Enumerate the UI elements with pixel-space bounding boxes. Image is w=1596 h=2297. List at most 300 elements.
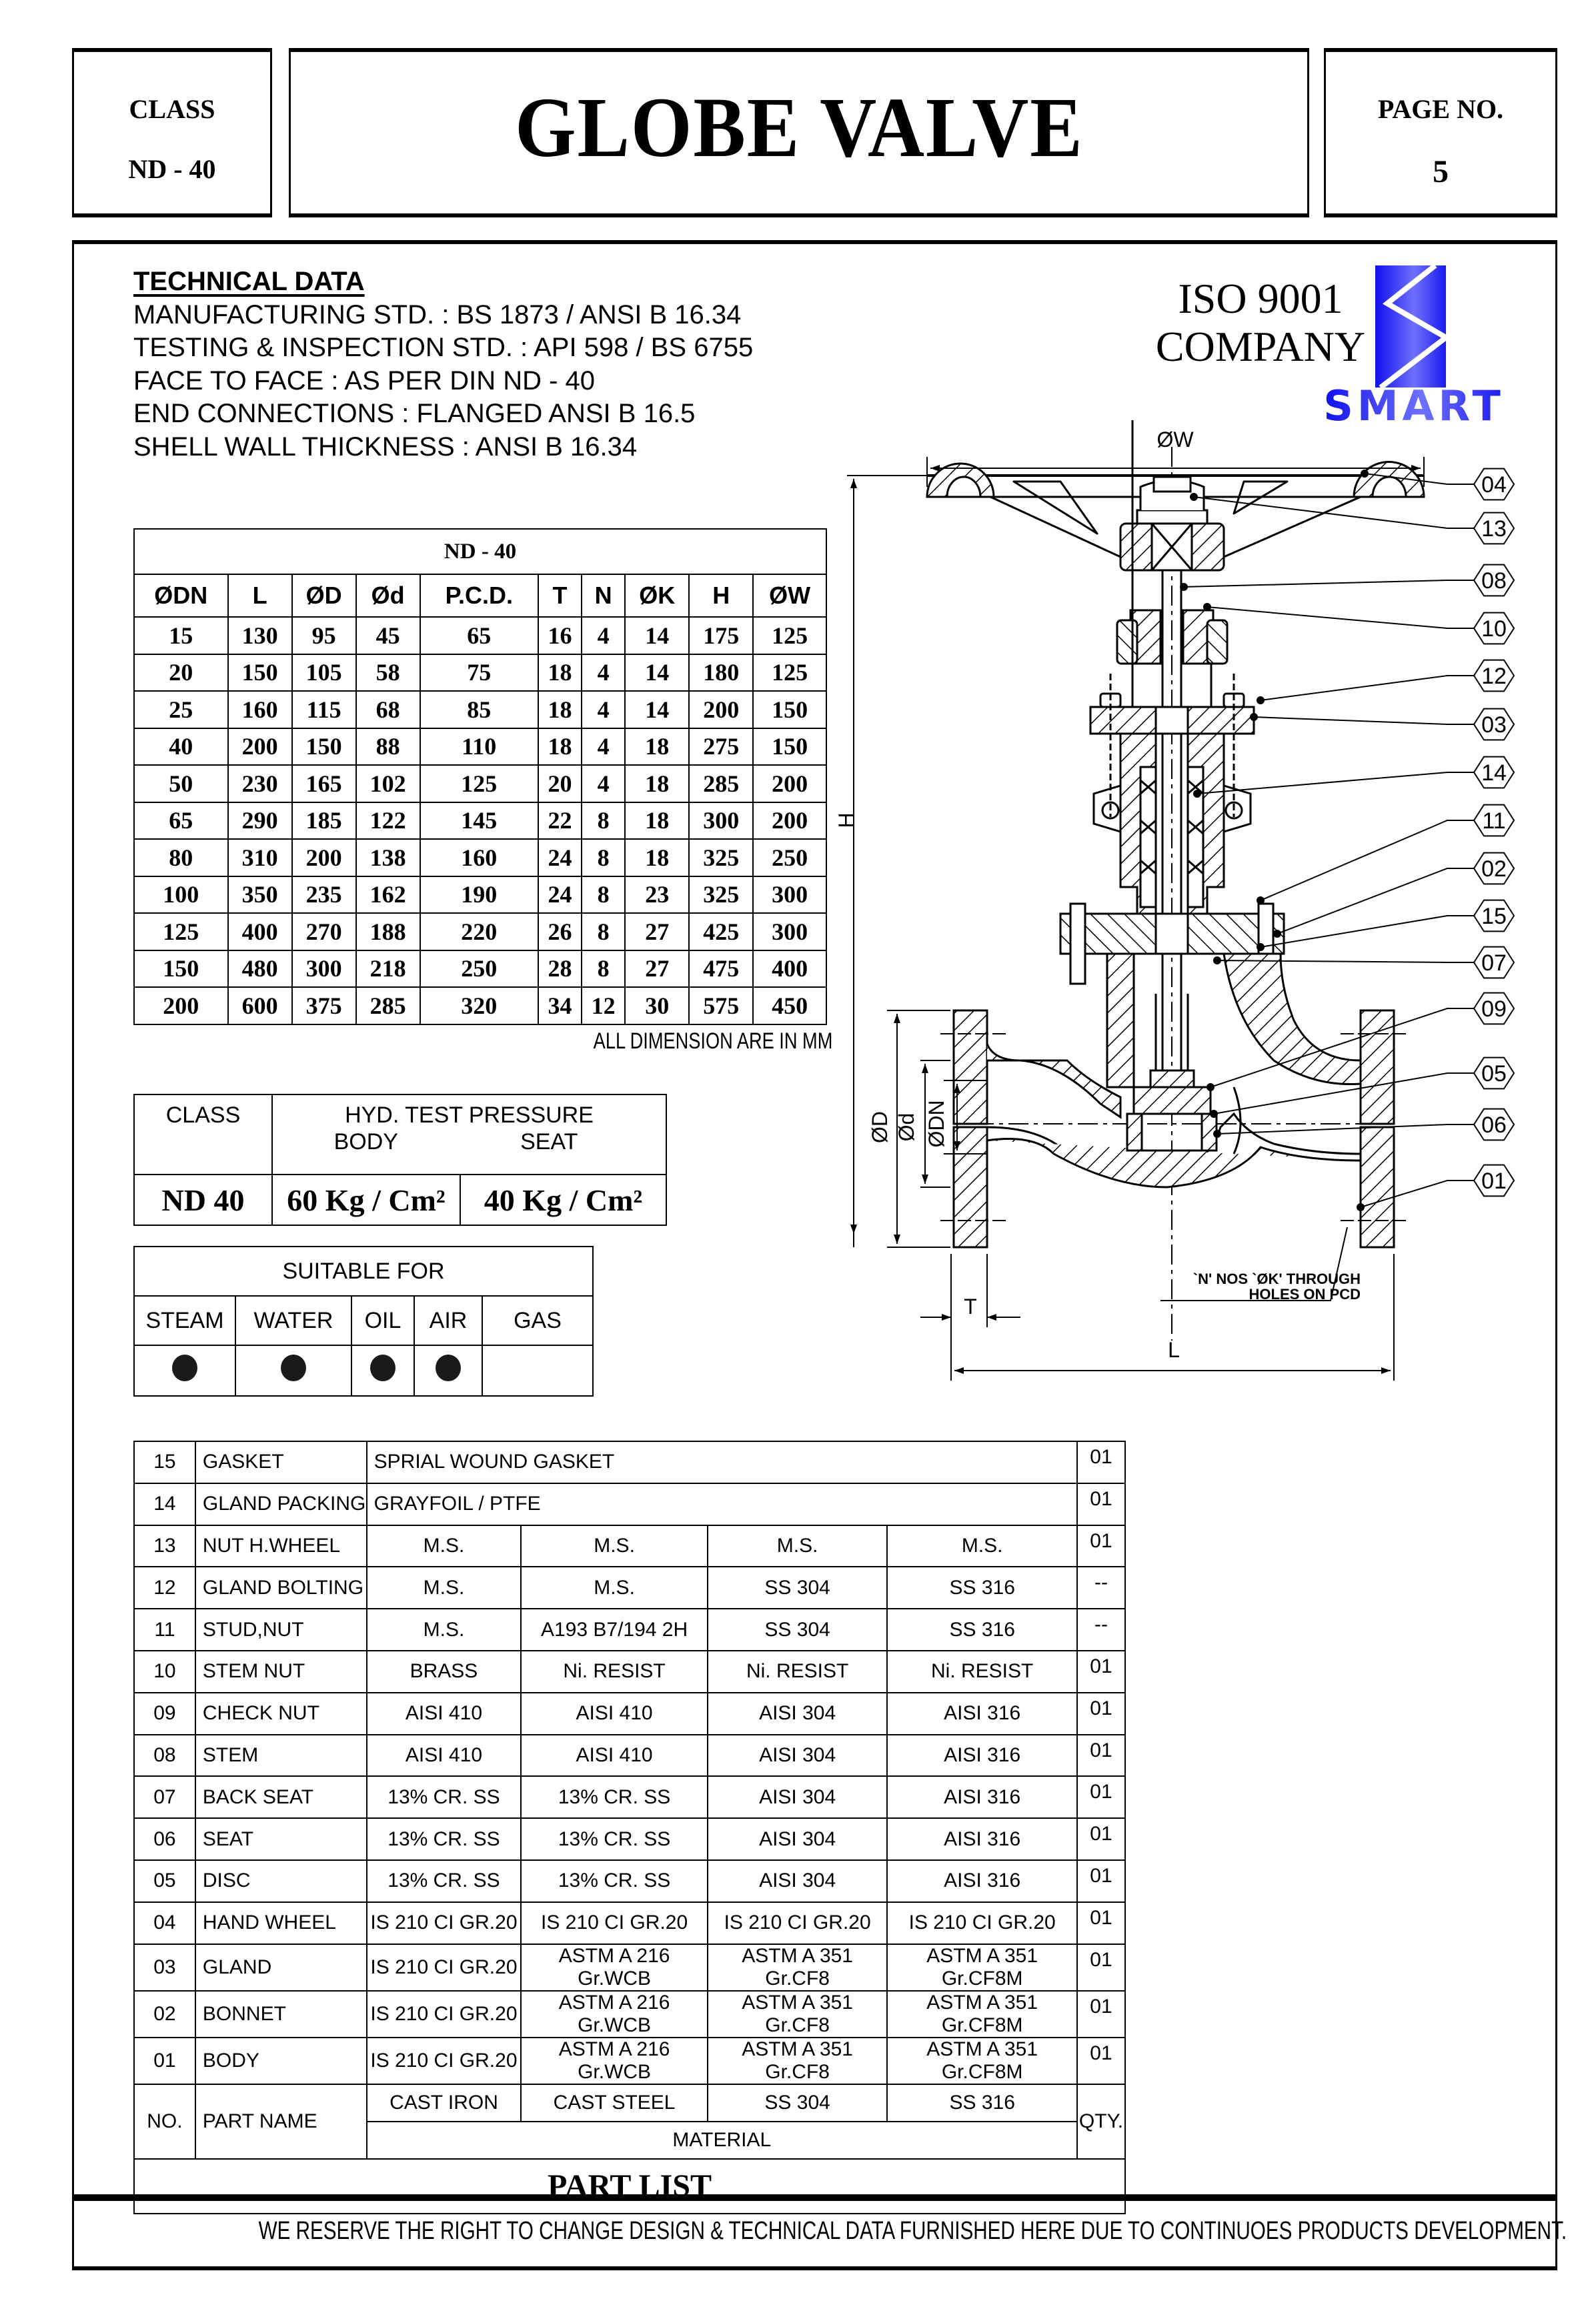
dimension-cell: 200 (753, 765, 826, 802)
part-material: AISI 304 (708, 1776, 888, 1818)
suitable-media-steam: STEAM (134, 1296, 235, 1345)
dimension-row (134, 876, 826, 914)
dimension-cell: 88 (356, 728, 420, 766)
page-number-label: PAGE NO. (1377, 94, 1504, 124)
part-qty: -- (1077, 1567, 1125, 1609)
part-no: 15 (134, 1441, 195, 1483)
dimension-cell: 27 (625, 950, 689, 988)
dimension-cell: 12 (582, 987, 625, 1024)
dimension-cell: 325 (689, 839, 753, 876)
dimension-cell: 102 (356, 765, 420, 802)
part-material: ASTM A 216 Gr.WCB (521, 1944, 708, 1991)
part-material: Ni. RESIST (887, 1651, 1077, 1693)
dimension-cell: 80 (134, 839, 228, 876)
material-header-cast-steel: CAST STEEL (521, 2084, 708, 2122)
dimension-cell: 8 (582, 876, 625, 914)
suitable-for-title: SUITABLE FOR (134, 1247, 593, 1296)
dimension-row (134, 802, 826, 840)
dimension-column-header: N (582, 574, 625, 617)
part-material: AISI 316 (887, 1860, 1077, 1902)
part-material: AISI 304 (708, 1818, 888, 1860)
filled-dot-icon (436, 1355, 461, 1381)
dimension-cell: 275 (689, 728, 753, 766)
dimension-cell: 20 (538, 765, 582, 802)
suitable-indicator (351, 1345, 414, 1396)
balloon-number: 06 (1481, 1112, 1507, 1138)
iso-line-2: COMPANY (1155, 323, 1366, 370)
part-name: HAND WHEEL (195, 1902, 367, 1944)
part-no: 13 (134, 1525, 195, 1567)
dimension-cell: 175 (689, 617, 753, 654)
dim-label-d-outer: ØD (868, 1111, 892, 1143)
part-material: 13% CR. SS (521, 1776, 708, 1818)
material-header-ss316: SS 316 (887, 2084, 1077, 2122)
balloon-number: 05 (1481, 1061, 1507, 1086)
part-material: AISI 316 (887, 1776, 1077, 1818)
dimension-cell: 150 (753, 691, 826, 728)
part-no: 12 (134, 1567, 195, 1609)
dimension-cell: 18 (625, 839, 689, 876)
part-name: NUT H.WHEEL (195, 1525, 367, 1567)
balloon-number: 10 (1481, 616, 1507, 642)
part-qty: -- (1077, 1609, 1125, 1651)
dimension-cell: 350 (228, 876, 292, 914)
leader-dot-icon (1190, 494, 1197, 500)
part-row (134, 1991, 1125, 2038)
dimension-cell: 300 (689, 802, 753, 840)
part-material: M.S. (367, 1609, 522, 1651)
dimension-cell: 105 (292, 654, 356, 692)
dimension-cell: 14 (625, 654, 689, 692)
dimension-cell: 26 (538, 913, 582, 950)
dimension-row (134, 691, 826, 728)
dim-label-h: H (834, 812, 858, 828)
tech-line-testing: TESTING & INSPECTION STD. : API 598 / BS 6755 (133, 333, 754, 362)
leader-dot-icon (1194, 790, 1201, 797)
leader-dot-icon (1257, 697, 1264, 704)
part-qty: 01 (1077, 1651, 1125, 1693)
pressure-class-label: CLASS (134, 1094, 272, 1175)
dimension-cell: 400 (753, 950, 826, 988)
part-list-title: PART LIST (134, 2159, 1125, 2214)
dimension-cell: 125 (753, 654, 826, 692)
dimension-cell: 290 (228, 802, 292, 840)
part-qty: 01 (1077, 1991, 1125, 2038)
balloon-number: 01 (1481, 1169, 1507, 1194)
dimension-row (134, 913, 826, 950)
dimension-cell: 18 (538, 654, 582, 692)
balloon-number: 15 (1481, 904, 1507, 929)
dimension-cell: 250 (753, 839, 826, 876)
leader-dot-icon (1207, 1084, 1214, 1090)
dimension-cell: 160 (420, 839, 538, 876)
part-material: M.S. (367, 1525, 522, 1567)
part-row (134, 1525, 1125, 1567)
dim-label-l: L (1168, 1338, 1180, 1362)
part-no: 06 (134, 1818, 195, 1860)
dimension-row (134, 765, 826, 802)
part-no: 01 (134, 2038, 195, 2084)
leader-line (1261, 916, 1474, 947)
dimension-table (133, 528, 827, 1025)
dimension-cell: 162 (356, 876, 420, 914)
dimension-cell: 188 (356, 913, 420, 950)
tech-line-face-to-face: FACE TO FACE : AS PER DIN ND - 40 (133, 365, 596, 396)
page-number-box (1324, 48, 1557, 217)
suitable-media-oil: OIL (351, 1296, 414, 1345)
part-balloons (1180, 469, 1514, 1211)
part-material: SS 316 (887, 1567, 1077, 1609)
part-material: M.S. (708, 1525, 888, 1567)
part-material: 13% CR. SS (521, 1860, 708, 1902)
part-row (134, 2038, 1125, 2084)
part-material: IS 210 CI GR.20 (887, 1902, 1077, 1944)
dimension-cell: 250 (420, 950, 538, 988)
dimension-cell: 34 (538, 987, 582, 1024)
dimension-cell: 150 (753, 728, 826, 766)
part-material: Ni. RESIST (708, 1651, 888, 1693)
dimension-row (134, 654, 826, 692)
part-material: AISI 410 (521, 1693, 708, 1735)
part-row (134, 1651, 1125, 1693)
part-no: 11 (134, 1609, 195, 1651)
part-name: DISC (195, 1860, 367, 1902)
part-material: IS 210 CI GR.20 (708, 1902, 888, 1944)
dimension-cell: 450 (753, 987, 826, 1024)
footer-box (72, 2194, 1567, 2270)
part-name: SEAT (195, 1818, 367, 1860)
part-list-header-qty: QTY. (1077, 2084, 1125, 2159)
suitable-media-gas: GAS (482, 1296, 593, 1345)
part-qty: 01 (1077, 1525, 1125, 1567)
disc-seat-icon (1127, 1070, 1217, 1151)
part-material: ASTM A 351 Gr.CF8 (708, 2038, 888, 2084)
part-name: BODY (195, 2038, 367, 2084)
leader-dot-icon (1257, 897, 1264, 904)
dim-label-d-inner: Ød (894, 1112, 918, 1142)
dimension-cell: 200 (228, 728, 292, 766)
part-material: M.S. (887, 1525, 1077, 1567)
leader-dot-icon (1251, 714, 1257, 720)
part-material: AISI 316 (887, 1735, 1077, 1777)
leader-line (1217, 1124, 1474, 1134)
leader-line (1184, 580, 1474, 587)
part-material: AISI 410 (521, 1735, 708, 1777)
dimension-cell: 27 (625, 913, 689, 950)
part-material: SS 304 (708, 1567, 888, 1609)
balloon-number: 02 (1481, 856, 1507, 882)
dimension-note: ALL DIMENSION ARE IN MM (593, 1028, 833, 1054)
pressure-seat-label: SEAT (520, 1129, 578, 1155)
dimension-column-header: H (689, 574, 753, 617)
dimension-cell: 65 (134, 802, 228, 840)
part-material: BRASS (367, 1651, 522, 1693)
dimension-cell: 122 (356, 802, 420, 840)
dimension-row (134, 950, 826, 988)
suitable-indicator (414, 1345, 482, 1396)
dimension-column-header: ØK (625, 574, 689, 617)
part-row (134, 1567, 1125, 1609)
part-name: GASKET (195, 1441, 367, 1483)
dimension-cell: 190 (420, 876, 538, 914)
filled-dot-icon (172, 1355, 197, 1381)
dimension-cell: 45 (356, 617, 420, 654)
dimension-cell: 4 (582, 728, 625, 766)
part-material: AISI 316 (887, 1818, 1077, 1860)
valve-section-drawing (834, 420, 1521, 1387)
logo-brand-text: SMART (1323, 381, 1505, 426)
technical-data-title: TECHNICAL DATA (133, 267, 365, 296)
part-no: 04 (134, 1902, 195, 1944)
dimension-cell: 480 (228, 950, 292, 988)
dimension-cell: 115 (292, 691, 356, 728)
dimension-cell: 58 (356, 654, 420, 692)
leader-line (1277, 868, 1474, 934)
suitable-indicator (235, 1345, 351, 1396)
part-material: SS 304 (708, 1609, 888, 1651)
part-no: 02 (134, 1991, 195, 2038)
dimension-cell: 220 (420, 913, 538, 950)
dimension-row (134, 728, 826, 766)
dimension-cell: 110 (420, 728, 538, 766)
part-material: ASTM A 351 Gr.CF8 (708, 1944, 888, 1991)
part-material: IS 210 CI GR.20 (367, 1902, 522, 1944)
part-list-header-no: NO. (134, 2084, 195, 2159)
dimension-cell: 300 (753, 876, 826, 914)
part-name: STUD,NUT (195, 1609, 367, 1651)
dimension-cell: 18 (625, 728, 689, 766)
part-material: M.S. (521, 1525, 708, 1567)
dimension-cell: 23 (625, 876, 689, 914)
part-material: ASTM A 351 Gr.CF8M (887, 1991, 1077, 2038)
part-no: 09 (134, 1693, 195, 1735)
technical-data (133, 265, 753, 464)
dim-label-t: T (964, 1295, 977, 1319)
part-name: GLAND BOLTING (195, 1567, 367, 1609)
part-qty: 01 (1077, 1693, 1125, 1735)
dimension-cell: 28 (538, 950, 582, 988)
part-material: GRAYFOIL / PTFE (367, 1483, 1077, 1525)
dimension-cell: 25 (134, 691, 228, 728)
part-material: Ni. RESIST (521, 1651, 708, 1693)
part-name: GLAND (195, 1944, 367, 1991)
part-qty: 01 (1077, 1902, 1125, 1944)
dimension-cell: 310 (228, 839, 292, 876)
part-material: ASTM A 351 Gr.CF8M (887, 2038, 1077, 2084)
balloon-number: 08 (1481, 568, 1507, 594)
test-pressure-table (133, 1094, 667, 1226)
dimension-cell: 18 (625, 802, 689, 840)
class-box (72, 48, 272, 217)
part-qty: 01 (1077, 1441, 1125, 1483)
dimension-cell: 100 (134, 876, 228, 914)
dimension-table-caption: ND - 40 (134, 529, 826, 574)
dimension-cell: 65 (420, 617, 538, 654)
balloon-number: 03 (1481, 712, 1507, 738)
part-material: 13% CR. SS (367, 1776, 522, 1818)
dimension-cell: 14 (625, 617, 689, 654)
dimension-cell: 30 (625, 987, 689, 1024)
part-qty: 01 (1077, 1776, 1125, 1818)
pressure-class-value: ND 40 (134, 1175, 272, 1225)
dimension-cell: 40 (134, 728, 228, 766)
leader-dot-icon (1257, 944, 1264, 950)
part-name: BACK SEAT (195, 1776, 367, 1818)
leader-dot-icon (1204, 604, 1211, 610)
part-name: GLAND PACKING (195, 1483, 367, 1525)
part-qty: 01 (1077, 1735, 1125, 1777)
dimension-column-header: T (538, 574, 582, 617)
bolt-hole-note (1193, 1271, 1361, 1303)
dimension-cell: 200 (134, 987, 228, 1024)
part-no: 07 (134, 1776, 195, 1818)
material-header: MATERIAL (367, 2122, 1077, 2159)
class-label: CLASS (129, 94, 215, 124)
dimension-cell: 300 (292, 950, 356, 988)
dimension-cell: 130 (228, 617, 292, 654)
dimension-cell: 95 (292, 617, 356, 654)
part-material: AISI 410 (367, 1693, 522, 1735)
dimension-cell: 185 (292, 802, 356, 840)
dimension-column-header: Ød (356, 574, 420, 617)
dimension-cell: 270 (292, 913, 356, 950)
dimension-cell: 475 (689, 950, 753, 988)
bolt-hole-note-line1: `N' NOS `ØK' THROUGH (1192, 1271, 1361, 1287)
class-value: ND - 40 (128, 154, 216, 184)
dimension-cell: 85 (420, 691, 538, 728)
part-material: A193 B7/194 2H (521, 1609, 708, 1651)
dimension-cell: 125 (753, 617, 826, 654)
dimension-cell: 4 (582, 765, 625, 802)
balloon-number: 13 (1481, 516, 1507, 542)
dim-label-w: ØW (1156, 428, 1194, 452)
part-material: SS 316 (887, 1609, 1077, 1651)
pressure-body-label: BODY (333, 1129, 398, 1155)
dimension-cell: 4 (582, 691, 625, 728)
leader-line (1197, 772, 1474, 794)
dimension-cell: 125 (420, 765, 538, 802)
tech-line-end-connections: END CONNECTIONS : FLANGED ANSI B 16.5 (133, 399, 696, 428)
part-material: IS 210 CI GR.20 (367, 1944, 522, 1991)
filled-dot-icon (281, 1355, 306, 1381)
part-row (134, 1735, 1125, 1777)
dimension-cell: 200 (292, 839, 356, 876)
part-row (134, 1693, 1125, 1735)
part-qty: 01 (1077, 1483, 1125, 1525)
dimension-cell: 150 (134, 950, 228, 988)
tech-line-shell-wall: SHELL WALL THICKNESS : ANSI B 16.34 (133, 432, 638, 462)
pressure-header (272, 1094, 666, 1175)
part-list-table (133, 1441, 1126, 2214)
dimension-cell: 285 (356, 987, 420, 1024)
part-name: CHECK NUT (195, 1693, 367, 1735)
part-row (134, 1441, 1125, 1483)
part-qty: 01 (1077, 1944, 1125, 1991)
leader-dot-icon (1180, 584, 1187, 590)
dimension-cell: 200 (753, 802, 826, 840)
balloon-number: 04 (1481, 472, 1507, 498)
dimension-cell: 145 (420, 802, 538, 840)
dimension-cell: 18 (538, 728, 582, 766)
dimension-row (134, 839, 826, 876)
dimension-column-header: L (228, 574, 292, 617)
suitable-media-water: WATER (235, 1296, 351, 1345)
dimension-cell: 15 (134, 617, 228, 654)
dimension-cell: 4 (582, 654, 625, 692)
dimension-cell: 300 (753, 913, 826, 950)
part-list-header-name: PART NAME (195, 2084, 367, 2159)
part-name: STEM (195, 1735, 367, 1777)
dimension-cell: 75 (420, 654, 538, 692)
part-material: IS 210 CI GR.20 (521, 1902, 708, 1944)
part-no: 10 (134, 1651, 195, 1693)
part-material: M.S. (521, 1567, 708, 1609)
title-box (289, 48, 1309, 217)
dimension-cell: 218 (356, 950, 420, 988)
dimension-column-header: P.C.D. (420, 574, 538, 617)
part-row (134, 1483, 1125, 1525)
filled-dot-icon (370, 1355, 395, 1381)
leader-dot-icon (1211, 1110, 1217, 1117)
pressure-seat-value: 40 Kg / Cm² (460, 1175, 666, 1225)
dimension-cell: 138 (356, 839, 420, 876)
part-material: AISI 316 (887, 1693, 1077, 1735)
dimension-cell: 18 (538, 691, 582, 728)
part-row (134, 1860, 1125, 1902)
part-material: 13% CR. SS (521, 1818, 708, 1860)
dimension-cell: 68 (356, 691, 420, 728)
part-material: SPRIAL WOUND GASKET (367, 1441, 1077, 1483)
dimension-column-header: ØW (753, 574, 826, 617)
dimension-cell: 24 (538, 839, 582, 876)
dimension-cell: 8 (582, 913, 625, 950)
dimension-cell: 165 (292, 765, 356, 802)
bolt-hole-note-line2: HOLES ON PCD (1249, 1286, 1361, 1303)
dimension-cell: 575 (689, 987, 753, 1024)
material-header-ss304: SS 304 (708, 2084, 888, 2122)
part-material: ASTM A 351 Gr.CF8 (708, 1991, 888, 2038)
part-qty: 01 (1077, 1818, 1125, 1860)
part-no: 05 (134, 1860, 195, 1902)
suitable-indicator (482, 1345, 593, 1396)
dimension-column-header: ØDN (134, 574, 228, 617)
logo-s-mark-icon (1375, 265, 1446, 388)
part-no: 14 (134, 1483, 195, 1525)
part-row (134, 1944, 1125, 1991)
part-qty: 01 (1077, 1860, 1125, 1902)
pressure-body-value: 60 Kg / Cm² (272, 1175, 460, 1225)
material-header-cast-iron: CAST IRON (367, 2084, 522, 2122)
dimension-cell: 375 (292, 987, 356, 1024)
part-material: 13% CR. SS (367, 1860, 522, 1902)
part-row (134, 1609, 1125, 1651)
part-row (134, 1818, 1125, 1860)
part-name: STEM NUT (195, 1651, 367, 1693)
leader-dot-icon (1214, 1130, 1221, 1137)
dimension-cell: 8 (582, 950, 625, 988)
dimension-cell: 230 (228, 765, 292, 802)
dimension-cell: 400 (228, 913, 292, 950)
page-title: GLOBE VALVE (514, 80, 1084, 175)
part-no: 03 (134, 1944, 195, 1991)
suitable-for-table (133, 1246, 594, 1397)
tech-line-manufacturing: MANUFACTURING STD. : BS 1873 / ANSI B 16.34 (133, 299, 742, 329)
part-material: AISI 410 (367, 1735, 522, 1777)
dimension-cell: 325 (689, 876, 753, 914)
balloon-number: 11 (1482, 808, 1506, 834)
dimension-cell: 50 (134, 765, 228, 802)
valve-body-outline (927, 420, 1424, 1341)
